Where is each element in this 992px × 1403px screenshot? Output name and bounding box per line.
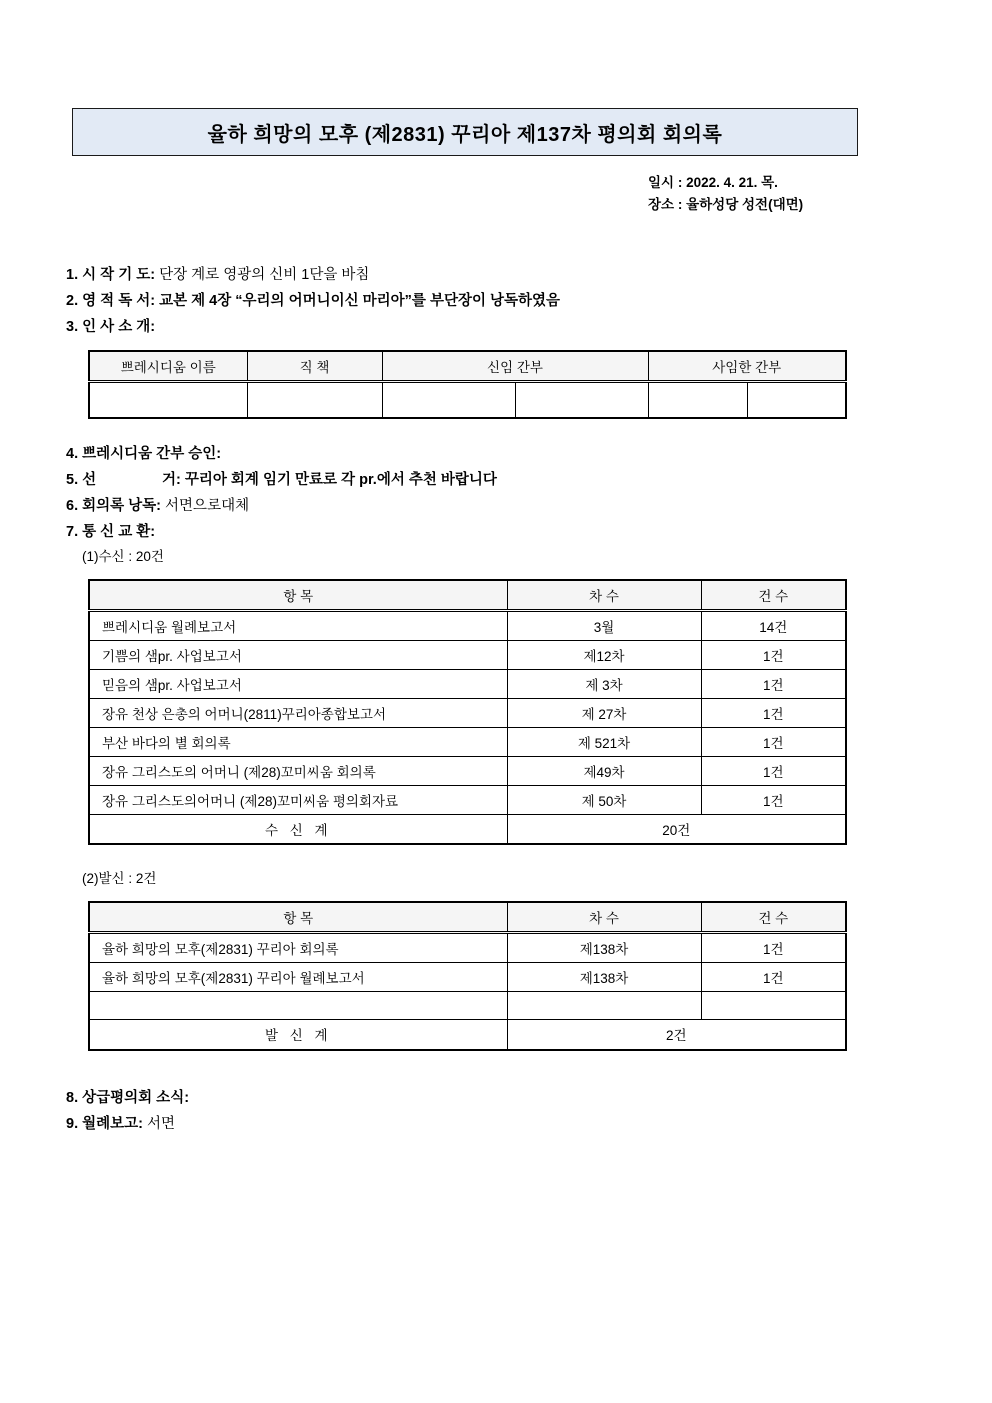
- table-row: [89, 727, 846, 756]
- table-row: [89, 785, 846, 814]
- agenda-item-7-label: 7. 통 신 교 환:: [66, 523, 156, 540]
- received-header-qty: 건 수: [701, 580, 846, 611]
- officers-cell-resigned-a: [648, 382, 747, 418]
- table-row: [89, 382, 846, 418]
- document-meta: [560, 172, 890, 216]
- received-cell-item: 믿음의 샘pr. 사업보고서: [89, 669, 507, 698]
- table-row: [89, 610, 846, 640]
- received-cell-item: 장유 그리스도의 어머니 (제28)꼬미씨움 회의록: [89, 756, 507, 785]
- received-cell-item: 장유 그리스도의어머니 (제28)꼬미씨움 평의회자료: [89, 785, 507, 814]
- agenda-item-9: [0, 1111, 992, 1137]
- received-cell-count: 제49차: [507, 756, 701, 785]
- table-row: [89, 933, 846, 963]
- received-header-count: 차 수: [507, 580, 701, 611]
- sent-cell-qty: [701, 992, 846, 1020]
- agenda-item-5: [0, 467, 992, 493]
- table-row: [89, 963, 846, 992]
- sent-header-item: 항 목: [89, 902, 507, 933]
- sent-cell-count: [507, 992, 701, 1020]
- received-header-row: [89, 580, 846, 611]
- sent-header-count: 차 수: [507, 902, 701, 933]
- received-cell-qty: 1건: [701, 756, 846, 785]
- agenda-item-7: [0, 519, 992, 545]
- agenda-item-1-value: 단장 계로 영광의 신비 1단을 바침: [159, 267, 370, 283]
- sent-table-head: [89, 902, 846, 933]
- agenda-item-5-label-b: 거:: [162, 471, 181, 488]
- received-cell-count: 제 3차: [507, 669, 701, 698]
- received-cell-item: 장유 천상 은총의 어머니(2811)꾸리아종합보고서: [89, 698, 507, 727]
- received-cell-count: 제 27차: [507, 698, 701, 727]
- officers-header-role: 직 책: [247, 351, 382, 382]
- agenda-item-2: [0, 288, 992, 314]
- received-cell-qty: 1건: [701, 640, 846, 669]
- sent-header-qty: 건 수: [701, 902, 846, 933]
- agenda-item-1-label: 1. 시 작 기 도:: [66, 267, 156, 283]
- sent-table: [88, 901, 847, 1051]
- table-row: [89, 698, 846, 727]
- sent-cell-qty: 1건: [701, 933, 846, 963]
- table-row: [89, 640, 846, 669]
- received-table-head: [89, 580, 846, 611]
- received-table-foot: [89, 814, 846, 844]
- received-cell-item: 부산 바다의 별 회의록: [89, 727, 507, 756]
- officers-table-head: [89, 351, 846, 382]
- officers-cell-new-b: [515, 382, 648, 418]
- received-cell-qty: 1건: [701, 669, 846, 698]
- received-cell-count: 3월: [507, 610, 701, 640]
- received-cell-count: 제 50차: [507, 785, 701, 814]
- agenda-item-2-label: 2. 영 적 독 서:: [66, 293, 156, 309]
- sent-cell-item: 율하 희망의 모후(제2831) 꾸리아 월례보고서: [89, 963, 507, 992]
- agenda-item-9-value: 서면: [147, 1115, 176, 1132]
- officers-header-row: [89, 351, 846, 382]
- sent-total-row: [89, 1020, 846, 1050]
- sent-header-row: [89, 902, 846, 933]
- sent-total-label: 발 신 계: [89, 1020, 507, 1050]
- received-total-label: 수 신 계: [89, 814, 507, 844]
- page-title: 율하 희망의 모후 (제2831) 꾸리아 제137차 평의회 회의록: [207, 123, 723, 146]
- officers-header-new: 신임 간부: [382, 351, 648, 382]
- received-cell-item: 기쁨의 샘pr. 사업보고서: [89, 640, 507, 669]
- officers-cell-resigned-b: [747, 382, 846, 418]
- received-subtitle: (1)수신 : 20건: [82, 548, 164, 564]
- officers-cell-role: [247, 382, 382, 418]
- table-row: [89, 992, 846, 1020]
- received-table: [88, 579, 847, 846]
- agenda-item-4-label: 4. 쁘레시디움 간부 승인:: [66, 445, 222, 462]
- officers-table: [88, 350, 847, 419]
- agenda-item-6-value: 서면으로대체: [165, 497, 250, 514]
- agenda-item-3-label: 3. 인 사 소 개:: [66, 319, 156, 335]
- received-cell-item: 쁘레시디움 월례보고서: [89, 610, 507, 640]
- spacer: [0, 419, 992, 441]
- agenda-item-9-label: 9. 월례보고:: [66, 1115, 143, 1132]
- agenda-item-8-label: 8. 상급평의회 소식:: [66, 1089, 190, 1106]
- sent-cell-item: 율하 희망의 모후(제2831) 꾸리아 회의록: [89, 933, 507, 963]
- spacer: [0, 569, 992, 579]
- officers-header-name: 쁘레시디움 이름: [89, 351, 247, 382]
- officers-cell-name: [89, 382, 247, 418]
- received-cell-qty: 14건: [701, 610, 846, 640]
- spacer: [0, 340, 992, 350]
- sent-subtitle: (2)발신 : 2건: [82, 871, 157, 886]
- received-cell-qty: 1건: [701, 727, 846, 756]
- spacer: [0, 1051, 992, 1085]
- agenda-item-1: [0, 262, 992, 288]
- officers-header-resigned: 사임한 간부: [648, 351, 846, 382]
- meeting-place: 장소 : 율하성당 성전(대면): [648, 197, 804, 212]
- received-cell-count: 제 521차: [507, 727, 701, 756]
- sent-cell-count: 제138차: [507, 963, 701, 992]
- sent-table-body: [89, 933, 846, 1020]
- agenda-item-6: [0, 493, 992, 519]
- received-header-item: 항 목: [89, 580, 507, 611]
- spacer: [0, 845, 992, 867]
- sent-cell-qty: 1건: [701, 963, 846, 992]
- sent-total-value: 2건: [507, 1020, 846, 1050]
- sent-table-foot: [89, 1020, 846, 1050]
- agenda-item-5-value: 꾸리아 회계 임기 만료로 각 pr.에서 추천 바랍니다: [184, 471, 497, 488]
- agenda-item-6-label: 6. 회의록 낭독:: [66, 497, 162, 514]
- agenda-item-2-value: 교본 제 4장 “우리의 어머니이신 마리아”를 부단장이 낭독하였음: [159, 293, 561, 309]
- received-total-row: [89, 814, 846, 844]
- table-row: [89, 669, 846, 698]
- officers-cell-new-a: [382, 382, 515, 418]
- received-cell-qty: 1건: [701, 698, 846, 727]
- received-cell-qty: 1건: [701, 785, 846, 814]
- table-row: [89, 756, 846, 785]
- agenda-item-3: [0, 314, 992, 340]
- agenda-item-5-label-a: 5. 선: [66, 471, 97, 488]
- received-table-body: [89, 610, 846, 814]
- sent-cell-item: [89, 992, 507, 1020]
- sent-cell-count: 제138차: [507, 933, 701, 963]
- document-title-banner: [72, 108, 858, 156]
- officers-table-body: [89, 382, 846, 418]
- meeting-date: 일시 : 2022. 4. 21. 목.: [648, 175, 778, 190]
- spacer: [0, 891, 992, 901]
- received-cell-count: 제12차: [507, 640, 701, 669]
- agenda-item-4: [0, 441, 992, 467]
- received-total-value: 20건: [507, 814, 846, 844]
- agenda-item-8: [0, 1085, 992, 1111]
- document-body: [0, 262, 992, 1137]
